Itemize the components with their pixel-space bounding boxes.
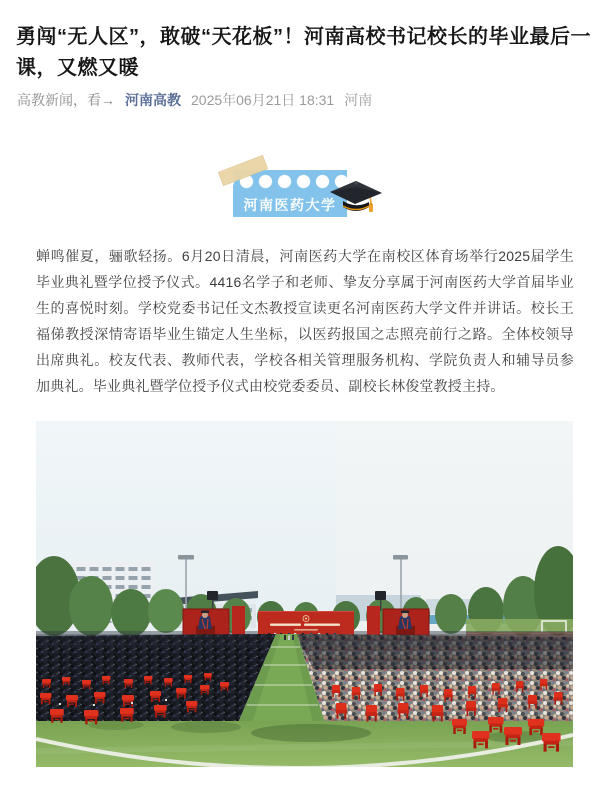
publish-datetime: 2025年06月21日 18:31 <box>191 92 335 108</box>
topic-tag[interactable]: 高教新闻，看→ <box>17 92 115 108</box>
article-paragraph: 蝉鸣催夏，骊歌轻扬。6月20日清晨，河南医药大学在南校区体育场举行2025届学生毕业典礼暨学位授予仪式。4416名学子和老师、挚友分享属于河南医药大学首届毕业生的喜悦时刻。学校党委书记任文杰教授宣读更名河南医药大学文件并讲话。校长王福俤教授深情寄语毕业生锚定人生坐标，以医药报国之志照亮前行之路。全体校领导出席典礼。校友代表、教师代表，学校各相关管理服务机构、学院负责人和辅导员参加典礼。毕业典礼暨学位授予仪式由校党委委员、副校长林俊堂教授主持。 <box>36 248 574 394</box>
led-screen-left <box>183 609 229 638</box>
article-meta-row <box>17 90 372 110</box>
ceremony-photo[interactable] <box>36 421 573 767</box>
page-title: 勇闯“无人区”，敢破“天花板”！河南高校书记校长的毕业最后一课，又燃又暖 <box>16 26 591 79</box>
school-name-label: 河南医药大学 <box>243 197 337 213</box>
publish-location: 河南 <box>344 92 373 108</box>
banner-illustration <box>217 160 395 222</box>
account-link[interactable]: 河南高教 <box>125 92 181 108</box>
led-screen-right <box>383 609 429 638</box>
foreground-turf <box>36 720 573 767</box>
graduation-cap-icon <box>327 178 385 216</box>
